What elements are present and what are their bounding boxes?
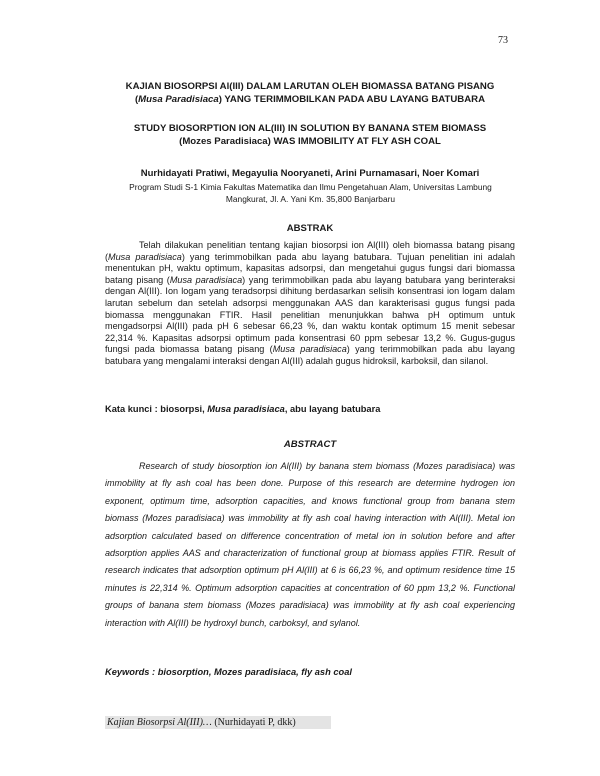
title-id-species: Musa Paradisiaca bbox=[138, 94, 219, 105]
title-id-rest: ) YANG TERIMMOBILKAN PADA ABU LAYANG BATUBARA bbox=[218, 94, 486, 105]
footer-running-title: Kajian Biosorpsi Al(III)… bbox=[107, 717, 212, 728]
keywords-english: Keywords : biosorption, Mozes paradisiaca, fly ash coal bbox=[105, 667, 352, 677]
abstrak-text-1: Telah dilakukan penelitian tentang kajian biosorpsi ion Al(III) oleh biomassa batang pisang ( bbox=[105, 240, 515, 262]
title-en-line1: STUDY BIOSORPTION ION AL(III) IN SOLUTION BY BANANA STEM BIOMASS bbox=[133, 123, 487, 134]
title-indonesian bbox=[100, 80, 520, 106]
kata-kunci bbox=[105, 404, 515, 414]
title-id-line1: KAJIAN BIOSORPSI Al(III) DALAM LARUTAN OLEH BIOMASSA BATANG PISANG bbox=[125, 81, 495, 92]
abstrak-text-4: ) yang terimmobilkan pada abu layang batubara yang mengalami interaksi dengan Al(III) adalah gugus hidroksil, karboksil, dan silanol. bbox=[105, 344, 515, 366]
kata-kunci-rest: , abu layang batubara bbox=[284, 404, 381, 414]
running-footer bbox=[105, 716, 331, 729]
page-number: 73 bbox=[498, 35, 508, 46]
affiliation: Program Studi S-1 Kimia Fakultas Matematika dan Ilmu Pengetahuan Alam, Universitas Lambung Mangkurat, Jl. A. Yani Km. 35,800 Banjarbaru bbox=[129, 182, 492, 204]
abstrak-species-3: Musa paradisiaca bbox=[272, 344, 347, 355]
abstrak-text-3: ) yang terimmobilkan pada abu layang batubara yang berinteraksi dengan Al(III). Ion logam yang teradsorpsi dihitung berdasarkan selisih konsentrasi ion logam dalam larutan sebelum dan setelah adsorpsi menggunakan AAS dan karakterisasi gugus fungsi pada biomassa menggunakan FTIR. Hasil penelitian menunjukkan bahwa pH optimum untuk mengadsorpsi Al(III) pada pH 6 sebesar 66,23 %, dan waktu kontak optimum 15 menit sebesar 22,314 %. Kapasitas adsorpsi optimum pada konsentrasi 60 ppm sebesar 13,2 %. Gugus-gugus fungsi pada biomassa batang pisang ( bbox=[105, 274, 515, 355]
abstrak-body bbox=[105, 240, 515, 368]
footer-authors: (Nurhidayati P, dkk) bbox=[211, 717, 296, 728]
kata-kunci-label: Kata kunci : biosorpsi, bbox=[105, 404, 208, 414]
abstrak-species-1: Musa paradisiaca bbox=[108, 251, 182, 262]
abstrak-species-2: Musa paradisiaca bbox=[169, 274, 243, 285]
abstrak-text-2: ) yang terimmobilkan pada abu layang batubara. Tujuan penelitian ini adalah menentukan pH, waktu optimum, kapasitas adsorpsi, dan mengetahui gugus fungsi dari biomassa batang pisang ( bbox=[105, 251, 515, 285]
abstrak-heading: ABSTRAK bbox=[286, 223, 334, 234]
authors: Nurhidayati Pratiwi, Megayulia Nooryaneti, Arini Purnamasari, Noer Komari bbox=[140, 168, 480, 179]
title-english bbox=[100, 122, 520, 148]
abstract-body: Research of study biosorption ion Al(III) by banana stem biomass (Mozes paradisiaca) was immobility at fly ash coal has been done. Purpose of this research are determine hydrogen ion exponent, optimum time, adsorption capacities, and knows functional group from banana stem biomass (Mozes paradisiaca) was immobility at fly ash coal having interaction with Al(III). Metal ion adsorption calculated based on difference concentration of metal ion in solution before and after adsorption applies AAS and characterization of functional group at biomass applies FTIR. Result of research indicates that adsorption optimum pH Al(III) at 6 is 66,23 %, and optimum residence time 15 minutes is 22,314 %. Optimum adsorption capacities at concentration of 60 ppm 13,2 %. Functional groups of banana stem biomass (Mozes paradisiaca) was immobility at fly ash coal experiencing interaction with Al(III) be hydroxyl bunch, carboksyl, and sylanol. bbox=[105, 461, 515, 628]
kata-kunci-species: Musa paradisiaca bbox=[207, 404, 285, 414]
abstract-heading: ABSTRACT bbox=[283, 439, 337, 450]
title-id-paren: ( bbox=[134, 94, 139, 105]
title-en-line2: (Mozes Paradisiaca) WAS IMMOBILITY AT FLY ASH COAL bbox=[179, 136, 441, 147]
